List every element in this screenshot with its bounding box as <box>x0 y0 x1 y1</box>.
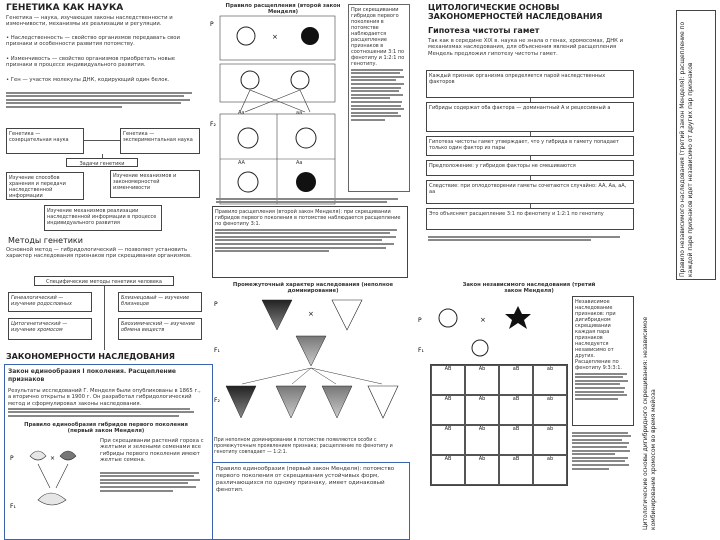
svg-text:×: × <box>50 455 56 462</box>
svg-text:F₂: F₂ <box>210 121 216 128</box>
pea-splitting-diagram <box>210 14 345 214</box>
law1-text: Результаты исследований Г. Менделя были опубликованы в 1865 г., а вторично открыты в 1900 г. Он разработал гибридологический метод и сформулировал законы наследования. <box>8 388 201 407</box>
svg-text:P: P <box>418 317 422 324</box>
svg-text:×: × <box>272 33 278 41</box>
svg-text:P: P <box>214 301 218 308</box>
box-contemplative: Генетика — созерцательная наука <box>6 128 84 154</box>
column-cytology <box>414 0 638 540</box>
methods-text: Основной метод — гибридологический — позволяет установить характер наследования признаков при скрещивании организмов. <box>6 247 192 260</box>
grid-cell: ab <box>533 395 567 425</box>
gamete-1: Aa <box>238 110 245 116</box>
task-realization: Изучение механизмов реализации наследственной информации в процессе индивидуального развития <box>44 205 162 231</box>
incomplete-dominance-diagram <box>212 296 408 438</box>
dihybrid-cross-diagram <box>418 298 568 360</box>
flow-5: Следствие: при оплодотворении гаметы сочетаются случайно: AA, Aa, aA, aa <box>426 180 634 204</box>
grid-cell: Ab <box>465 455 499 485</box>
split-text: При скрещивании гибридов первого поколения в потомстве наблюдается расщепление признаков в соотношении 3:1 по фенотипу и 1:2:1 по генотипу. <box>351 7 405 67</box>
genetics-text-lines <box>6 90 200 110</box>
split-rule-text: Правило расщепления (второй закон Менделя): при скрещивании гибридов первого поколения в потомстве наблюдается расщепление по фенотипу 3:1. <box>215 209 401 227</box>
rule1-box <box>212 462 410 540</box>
svg-text:F₂: F₂ <box>214 397 220 404</box>
cones-title: Промежуточный характер наследования (неполное доминирование) <box>232 282 394 295</box>
column-genetics <box>4 0 202 540</box>
column-splitting <box>208 0 412 540</box>
task-variability: Изучение механизмов и закономерностей изменчивости <box>110 170 200 198</box>
flow-2: Гибриды содержат оба фактора — доминантный A и рецессивный a <box>426 102 634 132</box>
tree-biochemical: Биохимический — изучение обмена веществ <box>118 318 202 340</box>
grid-cell: ab <box>533 455 567 485</box>
tree-cytogenetic: Цитогенетический — изучение хромосом <box>8 318 92 340</box>
svg-text:F₁: F₁ <box>214 347 220 354</box>
grid-cell: aB <box>499 395 533 425</box>
rule-text-lines <box>100 470 204 493</box>
bullet-3: • Ген — участок молекулы ДНК, кодирующий один белок. <box>6 77 170 83</box>
flow-6: Это объясняет расщепление 3:1 по фенотипу и 1:2:1 по генотипу <box>426 208 634 230</box>
svg-text:×: × <box>480 316 486 324</box>
purity-title: Гипотеза чистоты гамет <box>428 26 540 35</box>
tree-genealogical: Генеалогический — изучение родословных <box>8 292 92 312</box>
svg-text:F₁: F₁ <box>418 347 424 354</box>
indep-text-lines <box>572 430 634 471</box>
law1-title: Закон единообразия I поколения. Расщепление признаков <box>8 368 176 383</box>
methods-title: Методы генетики <box>8 236 83 245</box>
box-experimental: Генетика — экспериментальная наука <box>120 128 200 154</box>
grid-cell: aB <box>499 365 533 395</box>
flow-3: Гипотеза чистоты гамет утверждает, что у гибрида в гамету попадает только один фактор из пары <box>426 136 634 156</box>
svg-text:P: P <box>10 455 14 462</box>
indep-title: Закон независимого наследования (третий закон Менделя) <box>462 282 596 295</box>
bullet-2: • Изменчивость — свойство организмов приобретать новые признаки в процессе индивидуального развития. <box>6 56 176 69</box>
indep-text: Независимое наследование признаков: при дигибридном скрещивании каждая пара признаков наследуется независимо от других. Расщепление по фенотипу 9:3:3:1. <box>575 299 623 371</box>
gamete-3: AA <box>238 160 245 166</box>
tree-twins: Близнецовый — изучение близнецов <box>118 292 202 312</box>
indep-explanation <box>572 296 634 426</box>
rule-text: При скрещивании растений гороха с желтыми и зелеными семенами все гибриды первого поколения имеют желтые семена. <box>100 438 204 464</box>
purity-text: Так как в середине XIX в. наука не знала о генах, хромосомах, ДНК и механизмах наследования, для объяснения явлений расщепления Мендель предложил гипотезу чистоты гамет. <box>428 38 624 57</box>
task-storage: Изучение способов хранения и передачи наследственной информации <box>6 172 84 200</box>
law1-text-lines <box>8 406 202 418</box>
grid-cell: Ab <box>465 425 499 455</box>
split-text-lines <box>216 196 406 205</box>
grid-cell: aB <box>499 425 533 455</box>
vertical-text-right: Правило независимого наследования (третий закон Менделя): расщепление по каждой паре признаков идет независимо от других пар признаков <box>676 10 716 280</box>
rule-title: Правило единообразия гибридов первого поколения (первый закон Менделя) <box>24 422 188 435</box>
rule1-text: Правило единообразия (первый закон Менделя): потомство первого поколения от скрещивания устойчивых форм, различающихся по одному признаку, имеет одинаковый фенотип. <box>216 466 395 493</box>
vertical-text-left: Цитологические основы дигибридного скрещивания: независимое комбинирование хромосом во время мейоза <box>642 316 657 530</box>
split-explanation <box>348 4 410 192</box>
punnett-grid <box>430 364 568 486</box>
cytology-title: ЦИТОЛОГИЧЕСКИЕ ОСНОВЫ ЗАКОНОМЕРНОСТЕЙ НАСЛЕДОВАНИЯ <box>428 3 603 21</box>
grid-cell: AB <box>431 395 465 425</box>
svg-text:P: P <box>210 21 214 28</box>
split-rule-box <box>212 206 408 278</box>
grid-cell: aB <box>499 455 533 485</box>
tree-top: Специфические методы генетики человека <box>34 276 174 286</box>
bullet-1: • Наследственность — свойство организмов передавать свои признаки и особенности развития потомству. <box>6 35 180 48</box>
pea-cross-diagram <box>10 438 100 524</box>
grid-cell: AB <box>431 365 465 395</box>
genetics-intro: Генетика — наука, изучающая законы наследственности и изменчивости, механизмы их реализации и регуляции. <box>6 15 173 28</box>
laws-title: ЗАКОНОМЕРНОСТИ НАСЛЕДОВАНИЯ <box>6 352 175 361</box>
grid-cell: AB <box>431 425 465 455</box>
gamete-2: aa <box>296 110 303 116</box>
split-title: Правило расщепления (второй закон Менделя) <box>225 3 341 16</box>
flow-1: Каждый признак организма определяется парой наследственных факторов <box>426 70 634 98</box>
flow-4: Предположение: у гибридов факторы не смешиваются <box>426 160 634 176</box>
flow-text-lines <box>428 234 632 243</box>
grid-cell: ab <box>533 425 567 455</box>
tasks-label: Задачи генетики <box>66 158 138 167</box>
gamete-4: Aa <box>296 160 303 166</box>
grid-cell: ab <box>533 365 567 395</box>
section-title-genetics: ГЕНЕТИКА КАК НАУКА <box>6 3 124 13</box>
svg-text:×: × <box>308 310 314 318</box>
grid-cell: Ab <box>465 365 499 395</box>
svg-text:F₁: F₁ <box>10 503 16 510</box>
grid-cell: AB <box>431 455 465 485</box>
cones-caption: При неполном доминировании в потомстве появляются особи с промежуточным проявлением признака; расщепление по фенотипу и генотипу совпадает — 1:2:1. <box>214 438 393 455</box>
grid-cell: Ab <box>465 395 499 425</box>
